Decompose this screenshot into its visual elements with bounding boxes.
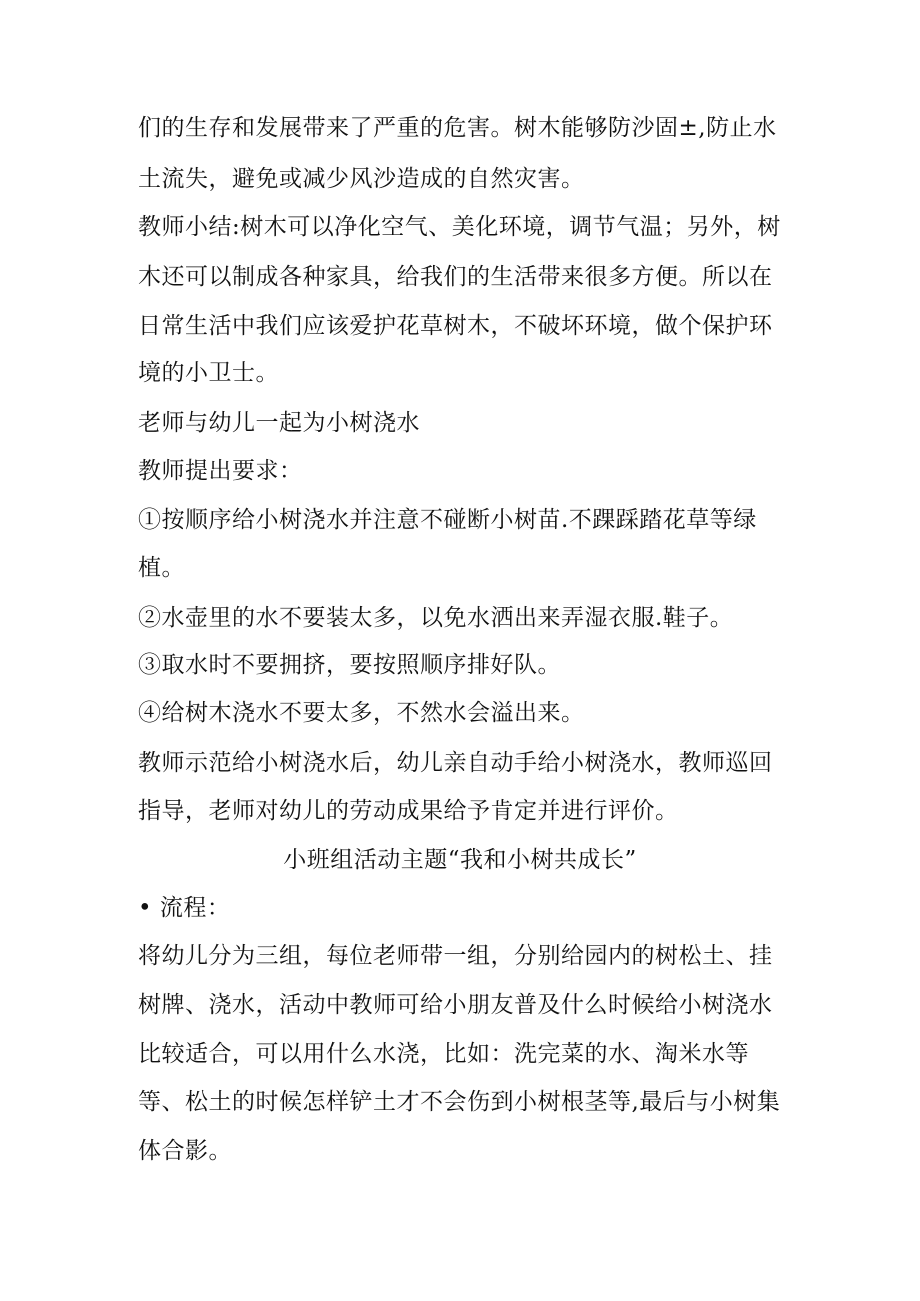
paragraph-line: 日常生活中我们应该爱护花草树木，不破坏环境，做个保护环: [138, 313, 773, 339]
paragraph-line: 比较适合，可以用什么水浇，比如：洗完菜的水、淘米水等: [138, 1041, 749, 1067]
paragraph-line: 树牌、浇水，活动中教师可给小朋友普及什么时候给小树浇水: [138, 992, 773, 1018]
paragraph-line: 境的小卫士。: [138, 360, 279, 386]
bullet-heading: • 流程：: [138, 895, 231, 921]
paragraph-line: 们的生存和发展带来了严重的危害。树木能够防沙固±,防止水: [138, 115, 777, 141]
paragraph-line: 体合影。: [138, 1138, 232, 1164]
paragraph-line: 教师提出要求：: [138, 458, 303, 484]
paragraph-line: 教师小结:树木可以净化空气、美化环境，调节气温；另外，树: [138, 214, 781, 240]
paragraph-line: 将幼儿分为三组，每位老师带一组，分别给园内的树松土、挂: [138, 943, 773, 969]
list-item: ②水壶里的水不要装太多，以免水洒出来弄湿衣服.鞋子。: [138, 605, 734, 631]
section-heading: 老师与幼儿一起为小树浇水: [138, 410, 420, 436]
paragraph-line: 木还可以制成各种家具，给我们的生活带来很多方便。所以在: [138, 264, 773, 290]
paragraph-line: 指导，老师对幼儿的劳动成果给予肯定并进行评价。: [138, 798, 679, 824]
list-item: ①按顺序给小树浇水并注意不碰断小树苗.不踝踩踏花草等绿: [138, 507, 757, 533]
activity-title: 小班组活动主题“我和小树共成长”: [283, 847, 637, 873]
list-item: 植。: [138, 555, 185, 581]
paragraph-line: 教师示范给小树浇水后，幼儿亲自动手给小树浇水，教师巡回: [138, 750, 773, 776]
list-item: ③取水时不要拥挤，要按照顺序排好队。: [138, 652, 561, 678]
list-item: ④给树木浇水不要太多，不然水会溢出来。: [138, 700, 585, 726]
paragraph-line: 土流失，避免或减少风沙造成的自然灾害。: [138, 166, 585, 192]
paragraph-line: 等、松土的时候怎样铲土才不会伤到小树根茎等,最后与小树集: [138, 1089, 781, 1115]
